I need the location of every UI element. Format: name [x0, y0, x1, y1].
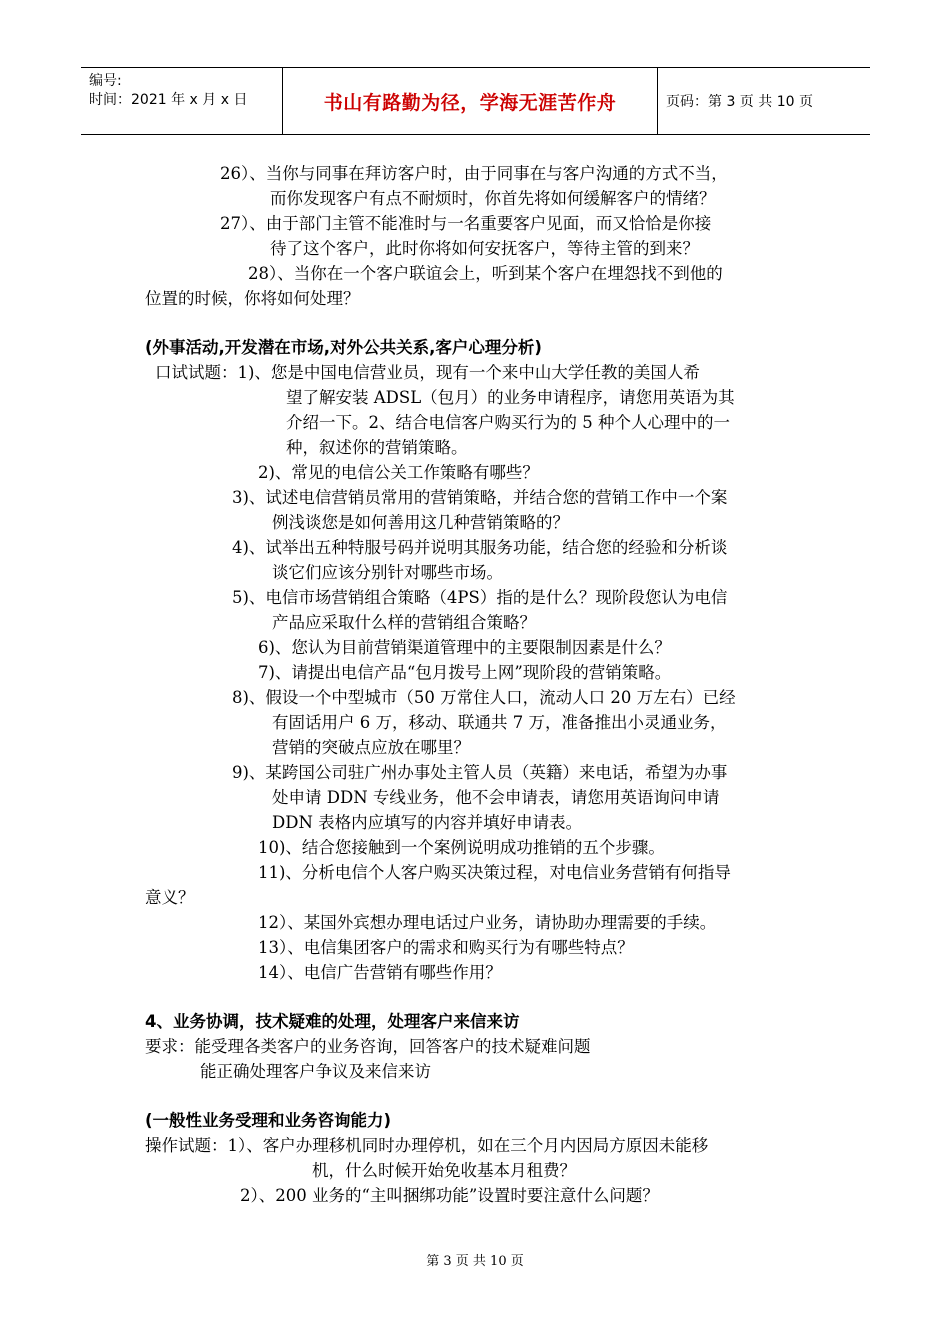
- code-label: 编号:: [89, 73, 122, 89]
- oral-q1-line-1: 口试试题：1)、您是中国电信营业员，现有一个来中山大学任教的美国人希: [155, 363, 700, 382]
- header-motto: 书山有路勤为径，学海无涯苦作舟: [283, 68, 658, 134]
- question-28-line-1: 28）、当你在一个客户联谊会上，听到某个客户在埋怨找不到他的: [248, 264, 723, 283]
- requirement-line-2: 能正确处理客户争议及来信来访: [200, 1062, 431, 1081]
- date-label: 时间：2021 年 x 月 x 日: [89, 92, 248, 108]
- question-26-line-2: 而你发现客户有点不耐烦时，你首先将如何缓解客户的情绪？: [270, 189, 716, 208]
- oral-q8-line-2: 有固话用户 6 万，移动、联通共 7 万，准备推出小灵通业务，: [272, 713, 727, 732]
- question-27-line-2: 待了这个客户，此时你将如何安抚客户，等待主管的到来？: [270, 239, 699, 258]
- page-footer: 第 3 页 共 10 页: [426, 1254, 524, 1269]
- oral-q6: 6)、您认为目前营销渠道管理中的主要限制因素是什么？: [258, 638, 671, 657]
- section-heading-general: (一般性业务受理和业务咨询能力): [145, 1111, 392, 1130]
- oral-q3-line-2: 例浅谈您是如何善用这几种营销策略的？: [272, 513, 569, 532]
- question-28-line-2: 位置的时候，你将如何处理？: [145, 289, 360, 308]
- oral-q11-line-1: 11)、分析电信个人客户购买决策过程，对电信业务营销有何指导: [258, 863, 731, 882]
- header-meta: [81, 68, 283, 134]
- oral-q10: 10)、结合您接触到一个案例说明成功推销的五个步骤。: [258, 838, 665, 857]
- oral-q1-line-3: 介绍一下。2、结合电信客户购买行为的 5 种个人心理中的一: [286, 413, 730, 432]
- operation-q2: 2）、200 业务的“主叫捆绑功能”设置时要注意什么问题？: [240, 1186, 659, 1205]
- oral-q5-line-1: 5)、电信市场营销组合策略（4PS）指的是什么？现阶段您认为电信: [232, 588, 728, 607]
- oral-q2: 2)、常见的电信公关工作策略有哪些？: [258, 463, 539, 482]
- question-26-line-1: 26）、当你与同事在拜访客户时，由于同事在与客户沟通的方式不当，: [220, 164, 728, 183]
- section-heading-4: 4、业务协调，技术疑难的处理，处理客户来信来访: [145, 1012, 520, 1031]
- section-heading-external: (外事活动,开发潜在市场,对外公共关系,客户心理分析): [145, 338, 542, 357]
- header-page-info: 页码：第 3 页 共 10 页: [666, 94, 813, 110]
- requirement-line-1: 要求：能受理各类客户的业务咨询，回答客户的技术疑难问题: [145, 1037, 591, 1056]
- oral-q1-line-2: 望了解安装 ADSL（包月）的业务申请程序，请您用英语为其: [286, 388, 735, 407]
- oral-q7: 7)、请提出电信产品“包月拨号上网”现阶段的营销策略。: [258, 663, 672, 682]
- operation-q1-line-1: 操作试题：1）、客户办理移机同时办理停机，如在三个月内因局方原因未能移: [145, 1136, 709, 1155]
- oral-q13: 13）、电信集团客户的需求和购买行为有哪些特点？: [258, 938, 634, 957]
- oral-q11-line-2: 意义？: [145, 888, 195, 907]
- oral-q9-line-1: 9)、某跨国公司驻广州办事处主管人员（英籍）来电话，希望为办事: [232, 763, 728, 782]
- oral-q1-line-4: 种，叙述你的营销策略。: [286, 438, 468, 457]
- operation-q1-line-2: 机，什么时候开始免收基本月租费？: [312, 1161, 576, 1180]
- oral-q4-line-2: 谈它们应该分别针对哪些市场。: [272, 563, 503, 582]
- oral-q14: 14）、电信广告营销有哪些作用？: [258, 963, 502, 982]
- question-27-line-1: 27）、由于部门主管不能准时与一名重要客户见面，而又恰恰是你接: [220, 214, 712, 233]
- oral-q3-line-1: 3)、试述电信营销员常用的营销策略，并结合您的营销工作中一个案: [232, 488, 728, 507]
- oral-q8-line-1: 8)、假设一个中型城市（50 万常住人口，流动人口 20 万左右）已经: [232, 688, 736, 707]
- oral-q4-line-1: 4)、试举出五种特服号码并说明其服务功能，结合您的经验和分析谈: [232, 538, 728, 557]
- oral-q12: 12）、某国外宾想办理电话过户业务，请协助办理需要的手续。: [258, 913, 717, 932]
- oral-q9-line-3: DDN 表格内应填写的内容并填好申请表。: [272, 813, 583, 832]
- oral-q9-line-2: 处申请 DDN 专线业务，他不会申请表，请您用英语询问申请: [272, 788, 720, 807]
- page-header: [81, 67, 870, 135]
- oral-q8-line-3: 营销的突破点应放在哪里？: [272, 738, 470, 757]
- oral-q5-line-2: 产品应采取什么样的营销组合策略？: [272, 613, 536, 632]
